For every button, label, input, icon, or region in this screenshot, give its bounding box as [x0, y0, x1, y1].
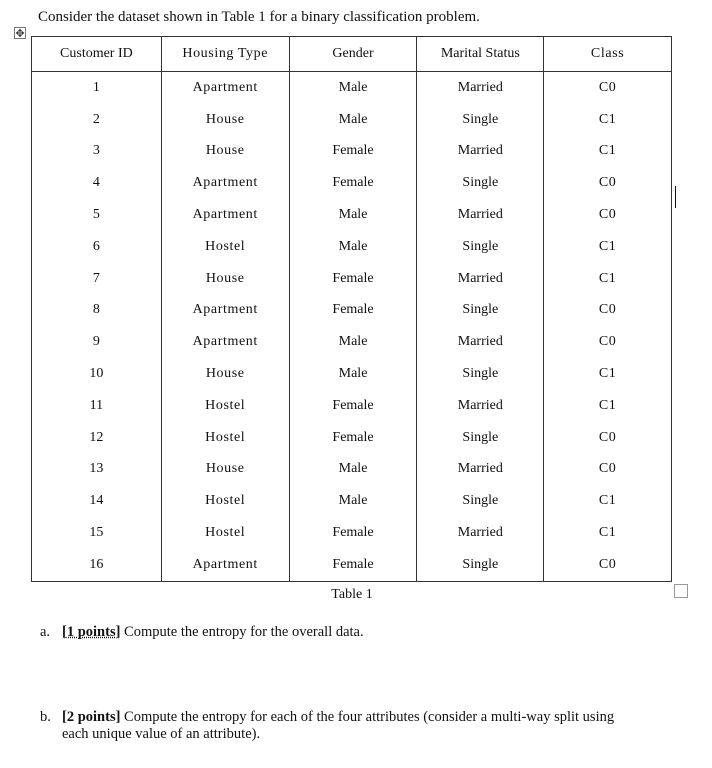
table-row	[32, 485, 672, 517]
cell-class: C0	[544, 167, 672, 199]
table-row	[32, 263, 672, 295]
table-caption: Table 1	[331, 587, 373, 602]
cell-class: C1	[544, 390, 672, 422]
cell-marital-status: Single	[417, 549, 544, 581]
cell-class: C1	[544, 263, 672, 295]
question-a-text: Compute the entropy for the overall data.	[120, 624, 364, 640]
question-b-text: Compute the entropy for each of the four attributes (consider a multi-way split using	[120, 709, 615, 725]
cell-marital-status: Single	[417, 295, 544, 327]
cell-gender: Male	[289, 72, 417, 104]
cell-housing-type: House	[161, 358, 289, 390]
cell-gender: Female	[289, 136, 417, 168]
cell-gender: Female	[289, 517, 417, 549]
cell-class: C1	[544, 136, 672, 168]
cell-customer-id: 5	[32, 199, 162, 231]
table-row	[32, 422, 672, 454]
table-row	[32, 517, 672, 549]
cell-marital-status: Single	[417, 422, 544, 454]
cell-gender: Male	[289, 231, 417, 263]
cell-marital-status: Single	[417, 358, 544, 390]
table-resize-handle[interactable]	[674, 584, 688, 598]
cell-marital-status: Single	[417, 485, 544, 517]
cell-customer-id: 9	[32, 326, 162, 358]
cell-gender: Female	[289, 167, 417, 199]
cell-housing-type: Apartment	[161, 72, 289, 104]
cell-marital-status: Single	[417, 167, 544, 199]
cell-housing-type: House	[161, 263, 289, 295]
cell-class: C1	[544, 358, 672, 390]
table-row	[32, 326, 672, 358]
cell-customer-id: 10	[32, 358, 162, 390]
cell-housing-type: Hostel	[161, 422, 289, 454]
cell-housing-type: House	[161, 454, 289, 486]
cell-customer-id: 1	[32, 72, 162, 104]
cell-housing-type: Apartment	[161, 326, 289, 358]
header-gender: Gender	[289, 37, 417, 72]
question-a	[40, 624, 364, 641]
header-customer-id: Customer ID	[32, 37, 162, 72]
cell-class: C0	[544, 422, 672, 454]
intro-text: Consider the dataset shown in Table 1 for a binary classification problem.	[38, 9, 480, 25]
cell-gender: Male	[289, 454, 417, 486]
cell-customer-id: 15	[32, 517, 162, 549]
cell-gender: Female	[289, 263, 417, 295]
question-a-points: [1 points]	[62, 624, 121, 640]
cell-customer-id: 6	[32, 231, 162, 263]
table-row	[32, 454, 672, 486]
cell-housing-type: House	[161, 104, 289, 136]
cell-class: C0	[544, 549, 672, 581]
question-b-label: b.	[40, 709, 51, 725]
table-row	[32, 549, 672, 581]
cell-class: C0	[544, 454, 672, 486]
cell-customer-id: 13	[32, 454, 162, 486]
cell-housing-type: Apartment	[161, 549, 289, 581]
header-class: Class	[544, 37, 672, 72]
table-row	[32, 167, 672, 199]
cell-gender: Male	[289, 358, 417, 390]
cell-customer-id: 8	[32, 295, 162, 327]
header-housing-type: Housing Type	[161, 37, 289, 72]
cell-gender: Female	[289, 422, 417, 454]
cell-marital-status: Married	[417, 454, 544, 486]
cell-customer-id: 4	[32, 167, 162, 199]
cell-housing-type: Apartment	[161, 295, 289, 327]
cell-class: C1	[544, 104, 672, 136]
cell-housing-type: Hostel	[161, 485, 289, 517]
question-b-text-continued: each unique value of an attribute).	[62, 726, 261, 742]
question-a-label: a.	[40, 624, 51, 640]
table-row	[32, 390, 672, 422]
data-table	[31, 36, 672, 582]
cell-customer-id: 14	[32, 485, 162, 517]
header-marital-status: Marital Status	[417, 37, 544, 72]
cell-class: C1	[544, 485, 672, 517]
table-row	[32, 295, 672, 327]
text-cursor	[675, 186, 676, 208]
cell-class: C1	[544, 231, 672, 263]
cell-customer-id: 12	[32, 422, 162, 454]
cell-housing-type: Hostel	[161, 231, 289, 263]
cell-marital-status: Married	[417, 72, 544, 104]
table-row	[32, 104, 672, 136]
cell-marital-status: Single	[417, 104, 544, 136]
cell-gender: Male	[289, 199, 417, 231]
cell-marital-status: Married	[417, 390, 544, 422]
table-row	[32, 358, 672, 390]
cell-gender: Male	[289, 326, 417, 358]
question-b	[40, 709, 680, 743]
cell-housing-type: Hostel	[161, 517, 289, 549]
cell-marital-status: Single	[417, 231, 544, 263]
cell-class: C0	[544, 326, 672, 358]
cell-gender: Male	[289, 485, 417, 517]
table-row	[32, 231, 672, 263]
cell-class: C1	[544, 517, 672, 549]
table-header-row	[32, 37, 672, 72]
cell-customer-id: 11	[32, 390, 162, 422]
cell-housing-type: Hostel	[161, 390, 289, 422]
cell-class: C0	[544, 72, 672, 104]
cell-customer-id: 2	[32, 104, 162, 136]
question-b-points: [2 points]	[62, 709, 121, 725]
table-row	[32, 136, 672, 168]
cell-marital-status: Married	[417, 326, 544, 358]
cell-gender: Male	[289, 104, 417, 136]
cell-class: C0	[544, 199, 672, 231]
cell-marital-status: Married	[417, 517, 544, 549]
cell-marital-status: Married	[417, 263, 544, 295]
cell-marital-status: Married	[417, 199, 544, 231]
cell-housing-type: Apartment	[161, 199, 289, 231]
table-row	[32, 72, 672, 104]
cell-housing-type: House	[161, 136, 289, 168]
cell-customer-id: 7	[32, 263, 162, 295]
cell-marital-status: Married	[417, 136, 544, 168]
cell-class: C0	[544, 295, 672, 327]
cell-gender: Female	[289, 549, 417, 581]
table-move-handle-icon[interactable]: ✥	[15, 27, 25, 40]
cell-customer-id: 3	[32, 136, 162, 168]
cell-gender: Female	[289, 390, 417, 422]
cell-housing-type: Apartment	[161, 167, 289, 199]
cell-gender: Female	[289, 295, 417, 327]
table-row	[32, 199, 672, 231]
cell-customer-id: 16	[32, 549, 162, 581]
